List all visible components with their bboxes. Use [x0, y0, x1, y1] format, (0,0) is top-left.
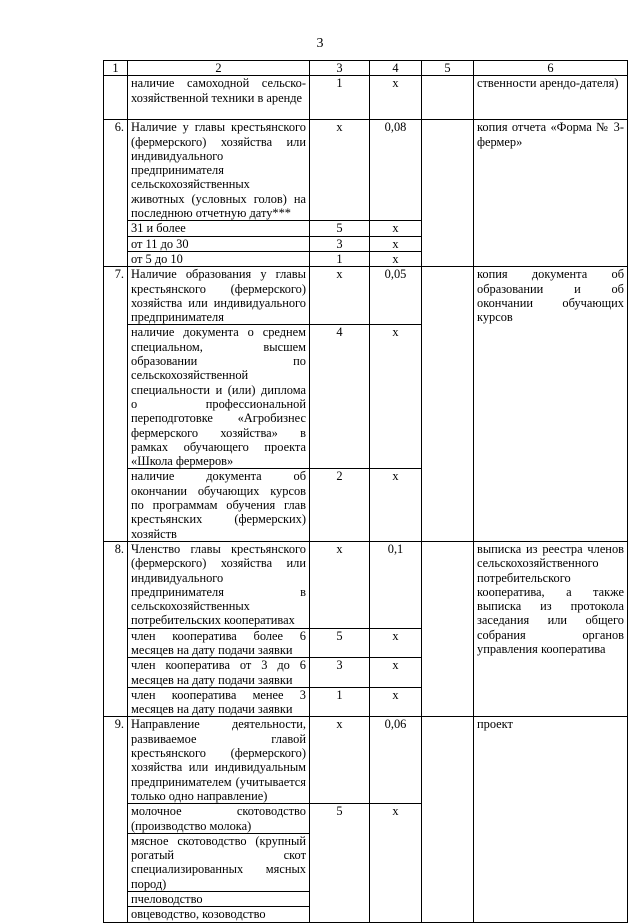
- table-row: [104, 120, 628, 221]
- column-number-row: [104, 61, 628, 76]
- criterion-text: член кооператива менее 3 месяцев на дату подачи заявки: [128, 687, 310, 717]
- document-text: ственности арендо-дателя): [474, 76, 628, 120]
- score-value: x: [310, 267, 370, 325]
- criterion-text: от 11 до 30: [128, 236, 310, 251]
- criterion-text: член кооператива от 3 до 6 месяцев на дату подачи заявки: [128, 658, 310, 688]
- weight-value: 0,08: [370, 120, 422, 221]
- weight-value: x: [370, 469, 422, 541]
- column-header: 4: [370, 61, 422, 76]
- weight-value: 0,05: [370, 267, 422, 325]
- criterion-text: Наличие образования у главы крестьянского (фермерского) хозяйства или индивидуального предпринимателя: [128, 267, 310, 325]
- weight-value: 0,1: [370, 541, 422, 628]
- score-value: 5: [310, 628, 370, 658]
- score-value: 1: [310, 76, 370, 120]
- score-value: x: [310, 541, 370, 628]
- criterion-text: 31 и более: [128, 221, 310, 236]
- document-text: копия отчета «Форма № 3-фермер»: [474, 120, 628, 267]
- score-value: 1: [310, 687, 370, 717]
- criterion-text: молочное скотоводство (производство молока): [128, 804, 310, 834]
- document-text: проект: [474, 717, 628, 922]
- weight-value: 0,06: [370, 717, 422, 804]
- column-header: 5: [422, 61, 474, 76]
- score-value: 5: [310, 804, 370, 922]
- criterion-text: Членство главы крестьянского (фермерского) хозяйства или индивидуального предпринимателя в сельскохозяйственных потребительских кооперативах: [128, 541, 310, 628]
- weight-value: x: [370, 76, 422, 120]
- criterion-text: наличие самоходной сельско-хозяйственной техники в аренде: [128, 76, 310, 120]
- document-text: выписка из реестра членов сельскохозяйственного потребительского кооператива, а также выписка из протокола заседания или общего собрания органов управления кооператива: [474, 541, 628, 717]
- weight-value: x: [370, 804, 422, 922]
- row-number: 6.: [104, 120, 128, 267]
- row-number: 7.: [104, 267, 128, 542]
- table-row: [104, 541, 628, 628]
- criterion-text: член кооператива более 6 месяцев на дату подачи заявки: [128, 628, 310, 658]
- column-header: 2: [128, 61, 310, 76]
- row-number: 8.: [104, 541, 128, 717]
- criterion-text: наличие документа об окончании обучающих курсов по программам обучения глав крестьянских (фермерских) хозяйств: [128, 469, 310, 541]
- weight-value: x: [370, 628, 422, 658]
- column-header: 6: [474, 61, 628, 76]
- criterion-text: наличие документа о среднем специальном, высшем образовании по сельскохозяйственной специальности и (или) диплома о профессиональной переподготовке «Агробизнес фермерского хозяйства» в рамках обучающего проекта «Школа фермеров»: [128, 325, 310, 469]
- column-header: 3: [310, 61, 370, 76]
- score-value: 3: [310, 658, 370, 688]
- table-row: [104, 267, 628, 325]
- criterion-text: пчеловодство: [128, 892, 310, 907]
- weight-value: x: [370, 221, 422, 236]
- score-value: 5: [310, 221, 370, 236]
- criteria-table: [103, 60, 628, 923]
- score-value: x: [310, 717, 370, 804]
- weight-value: x: [370, 658, 422, 688]
- column-header: 1: [104, 61, 128, 76]
- weight-value: x: [370, 325, 422, 469]
- row-number: 9.: [104, 717, 128, 922]
- score-value: 4: [310, 325, 370, 469]
- score-value: 2: [310, 469, 370, 541]
- score-value: x: [310, 120, 370, 221]
- score-value: 3: [310, 236, 370, 251]
- weight-value: x: [370, 251, 422, 266]
- weight-value: x: [370, 687, 422, 717]
- page-number: 3: [316, 36, 324, 51]
- table-row: [104, 717, 628, 804]
- criterion-text: Направление деятельности, развиваемое главой крестьянского (фермерского) хозяйства или индивидуальным предпринимателем (учитывается только одно направление): [128, 717, 310, 804]
- criterion-text: Наличие у главы крестьянского (фермерского) хозяйства или индивидуального предпринимателя сельскохозяйственных животных (условных голов) на последнюю отчетную дату***: [128, 120, 310, 221]
- score-value: 1: [310, 251, 370, 266]
- table-row: [104, 76, 628, 120]
- weight-value: x: [370, 236, 422, 251]
- criterion-text: от 5 до 10: [128, 251, 310, 266]
- criterion-text: овцеводство, козоводство: [128, 907, 310, 922]
- document-text: копия документа об образовании и об окончании обучающих курсов: [474, 267, 628, 542]
- criterion-text: мясное скотоводство (крупный рогатый скот специализированных мясных пород): [128, 833, 310, 891]
